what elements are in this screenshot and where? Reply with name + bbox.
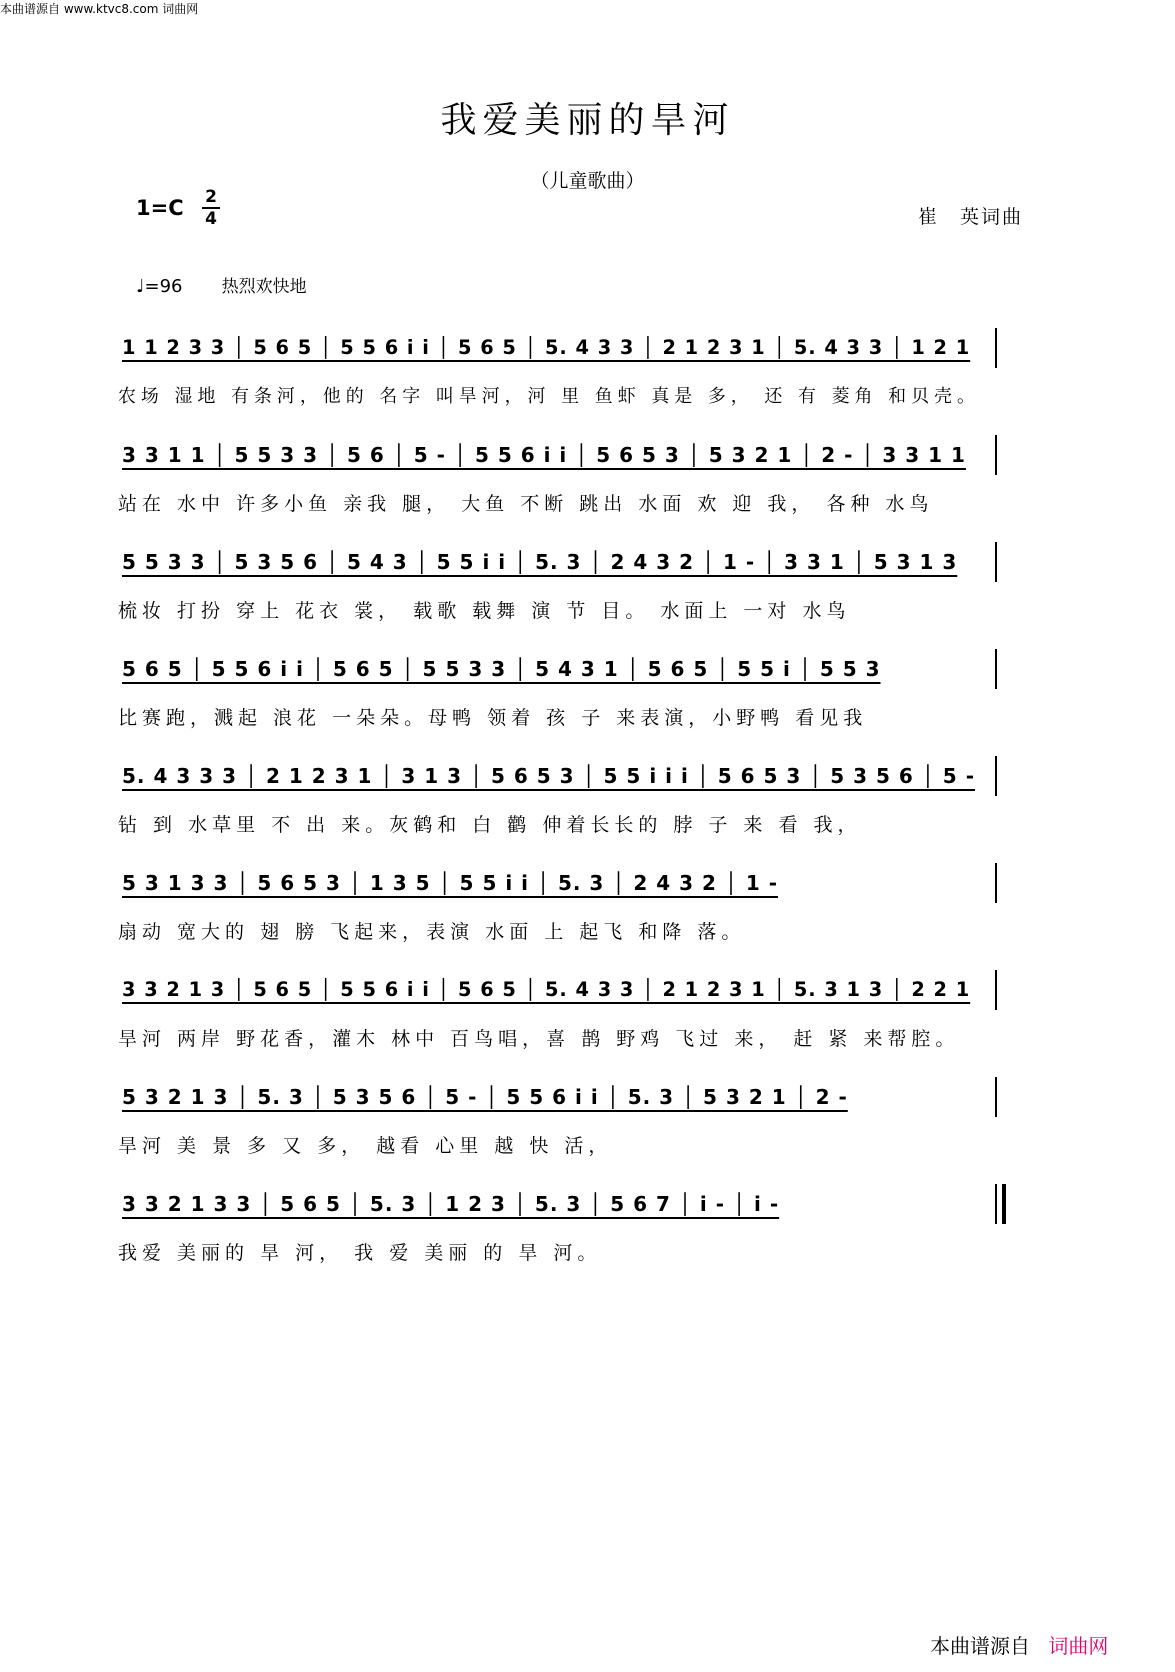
notation-line-4: 5 6 5 │ 5 5 6 i i │ 5 6 5 │ 5 5 3 3 │ 5 4 3 1 │ 5 6 5 │ 5 5 i │ 5 5 3: [122, 657, 881, 681]
barline-end: [995, 542, 997, 582]
watermark-site-name: 本曲谱源自: [0, 2, 61, 16]
time-signature-bottom: 4: [205, 209, 217, 229]
lyrics-line-7: 旱河 两岸 野花香，灌木 林中 百鸟唱，喜 鹊 野鸡 飞过 来， 赶 紧 来帮腔。: [118, 1028, 960, 1050]
lyrics-line-4: 比赛跑，溅起 浪花 一朵朵。母鸭 领着 孩 子 来表演，小野鸭 看见我: [118, 707, 868, 729]
tempo-marking: [136, 272, 307, 297]
song-title: 我爱美丽的旱河: [440, 100, 735, 141]
tempo-expression: 热烈欢快地: [221, 277, 307, 297]
key-signature: [136, 187, 217, 229]
lyrics-line-2: 站在 水中 许多小鱼 亲我 腿， 大鱼 不断 跳出 水面 欢 迎 我， 各种 水鸟: [118, 493, 934, 515]
notation-line-9: 3 3 2 1 3 3 │ 5 6 5 │ 5. 3 │ 1 2 3 │ 5. 3 │ 5 6 7 │ i - │ i -: [122, 1192, 780, 1216]
time-signature: [202, 188, 220, 228]
watermark-site-label: 词曲网: [162, 2, 199, 16]
footer-source: 本曲谱源自: [930, 1634, 1030, 1658]
notation-line-3: 5 5 3 3 │ 5 3 5 6 │ 5 4 3 │ 5 5 i i │ 5. 3 │ 2 4 3 2 │ 1 - │ 3 3 1 │ 5 3 1 3: [122, 550, 958, 574]
lyrics-line-5: 钻 到 水草里 不 出 来。灰鹤和 白 鹳 伸着长长的 脖 子 来 看 我，: [118, 814, 862, 836]
notation-line-6: 5 3 1 3 3 │ 5 6 5 3 │ 1 3 5 │ 5 5 i i │ 5. 3 │ 2 4 3 2 │ 1 -: [122, 871, 779, 895]
notation-line-2: 3 3 1 1 │ 5 5 3 3 │ 5 6 │ 5 - │ 5 5 6 i i │ 5 6 5 3 │ 5 3 2 1 │ 2 - │ 3 3 1 1: [122, 443, 966, 467]
footer-site[interactable]: 词曲网: [1048, 1634, 1109, 1658]
notation-line-1: 1 1 2 3 3 │ 5 6 5 │ 5 5 6 i i │ 5 6 5 │ 5. 4 3 3 │ 2 1 2 3 1 │ 5. 4 3 3 │ 1 2 1: [122, 336, 971, 359]
composer-credit: 崔 英词曲: [918, 206, 1024, 228]
watermark-footer: [930, 1630, 1108, 1659]
notation-line-5: 5. 4 3 3 3 │ 2 1 2 3 1 │ 3 1 3 │ 5 6 5 3 │ 5 5 i i i │ 5 6 5 3 │ 5 3 5 6 │ 5 -: [122, 764, 975, 788]
notation-line-8: 5 3 2 1 3 │ 5. 3 │ 5 3 5 6 │ 5 - │ 5 5 6 i i │ 5. 3 │ 5 3 2 1 │ 2 -: [122, 1085, 848, 1109]
lyrics-line-8: 旱河 美 景 多 又 多， 越看 心里 越 快 活，: [118, 1135, 613, 1157]
lyrics-line-1: 农场 湿地 有条河，他的 名字 叫旱河，河 里 鱼虾 真是 多， 还 有 菱角 和贝壳。: [118, 386, 980, 407]
barline-end: [995, 435, 997, 475]
time-signature-top: 2: [205, 187, 217, 207]
song-subtitle: （儿童歌曲）: [530, 170, 645, 192]
notation-line-7: 3 3 2 1 3 │ 5 6 5 │ 5 5 6 i i │ 5 6 5 │ 5. 4 3 3 │ 2 1 2 3 1 │ 5. 3 1 3 │ 2 2 1: [122, 978, 971, 1001]
final-barline: [995, 1184, 1006, 1224]
key-signature-text: 1=C: [136, 196, 184, 220]
watermark-header: [0, 0, 198, 18]
lyrics-line-6: 扇动 宽大的 翅 膀 飞起来，表演 水面 上 起飞 和降 落。: [118, 921, 746, 943]
tempo-value: ♩=96: [136, 276, 183, 297]
watermark-url[interactable]: www.ktvc8.com: [63, 2, 159, 16]
barline-end: [995, 756, 997, 796]
barline-end: [995, 970, 997, 1010]
barline-end: [995, 863, 997, 903]
barline-end: [995, 649, 997, 689]
barline-end: [995, 328, 997, 368]
lyrics-line-9: 我爱 美丽的 旱 河， 我 爱 美丽 的 旱 河。: [118, 1242, 602, 1264]
barline-end: [995, 1077, 997, 1117]
lyrics-line-3: 梳妆 打扮 穿上 花衣 裳， 载歌 载舞 演 节 目。 水面上 一对 水鸟: [118, 600, 851, 622]
